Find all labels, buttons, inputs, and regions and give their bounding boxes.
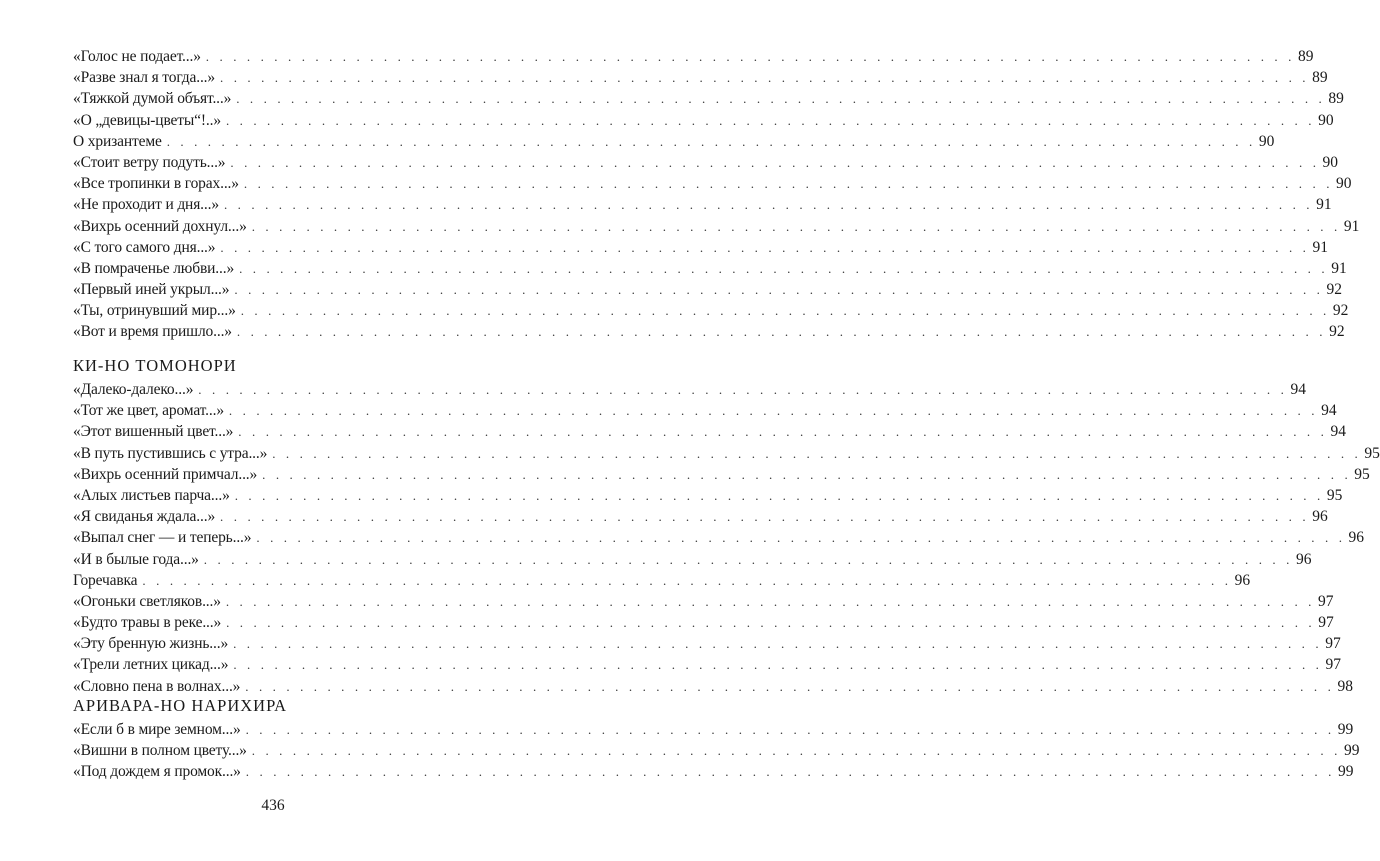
toc-entry bbox=[73, 633, 1341, 654]
dot-leader: . . . . . . . . . . . . . . . . . . . . . . . . . . . . . . . . . . . . . . . . . . . . . . . . . . . . . . . . . . . . . . . . . . . . . . . . . . . . . . . . bbox=[226, 615, 1316, 631]
toc-entry bbox=[73, 300, 1349, 321]
entry-title: «Вот и время пришло...» bbox=[73, 323, 232, 341]
entry-page-number: 94 bbox=[1290, 381, 1306, 398]
toc-entry bbox=[73, 88, 1344, 109]
toc-entry bbox=[73, 591, 1334, 612]
entry-page-number: 97 bbox=[1325, 635, 1341, 653]
dot-leader: . . . . . . . . . . . . . . . . . . . . . . . . . . . . . . . . . . . . . . . . . . . . . . . . . . . . . . . . . . . . . . . . . . . . . . . . . . . . . . . . bbox=[142, 572, 1232, 588]
toc-section-1 bbox=[73, 46, 1360, 343]
entry-title: «О „девицы-цветы“!..» bbox=[73, 111, 221, 129]
toc-entry bbox=[73, 173, 1352, 194]
entry-page-number: 90 bbox=[1322, 153, 1339, 171]
toc-entry bbox=[73, 464, 1370, 485]
toc-entry bbox=[73, 321, 1345, 342]
entry-title: «Не проходит и дня...» bbox=[73, 196, 219, 214]
entry-title: «Этот вишенный цвет...» bbox=[73, 423, 234, 441]
dot-leader: . . . . . . . . . . . . . . . . . . . . . . . . . . . . . . . . . . . . . . . . . . . . . . . . . . . . . . . . . . . . . . . . . . . . . . . . . . . . . . . . bbox=[220, 509, 1310, 525]
dot-leader: . . . . . . . . . . . . . . . . . . . . . . . . . . . . . . . . . . . . . . . . . . . . . . . . . . . . . . . . . . . . . . . . . . . . . . . . . . . . . . . . bbox=[220, 239, 1310, 255]
dot-leader: . . . . . . . . . . . . . . . . . . . . . . . . . . . . . . . . . . . . . . . . . . . . . . . . . . . . . . . . . . . . . . . . . . . . . . . . . . . . . . . . bbox=[238, 424, 1328, 440]
toc-entry bbox=[73, 237, 1329, 258]
entry-title: «И в былые года...» bbox=[73, 550, 199, 568]
toc-entry bbox=[73, 400, 1337, 421]
dot-leader: . . . . . . . . . . . . . . . . . . . . . . . . . . . . . . . . . . . . . . . . . . . . . . . . . . . . . . . . . . . . . . . . . . . . . . . . . . . . . . . . bbox=[251, 743, 1341, 759]
toc-entry bbox=[73, 421, 1346, 442]
dot-leader: . . . . . . . . . . . . . . . . . . . . . . . . . . . . . . . . . . . . . . . . . . . . . . . . . . . . . . . . . . . . . . . . . . . . . . . . . . . . . . . . bbox=[256, 530, 1346, 546]
entry-title: «В путь пустившись с утра...» bbox=[73, 444, 268, 462]
entry-page-number: 89 bbox=[1297, 48, 1314, 65]
entry-page-number: 99 bbox=[1337, 721, 1354, 738]
entry-title: «Тяжкой думой объят...» bbox=[73, 90, 232, 108]
dot-leader: . . . . . . . . . . . . . . . . . . . . . . . . . . . . . . . . . . . . . . . . . . . . . . . . . . . . . . . . . . . . . . . . . . . . . . . . . . . . . . . . bbox=[198, 382, 1288, 397]
entry-title: «Ты, отринувший мир...» bbox=[73, 302, 236, 320]
entry-title: «Под дождем я промок...» bbox=[73, 763, 241, 781]
entry-page-number: 95 bbox=[1364, 444, 1380, 462]
toc-entry bbox=[73, 654, 1341, 675]
dot-leader: . . . . . . . . . . . . . . . . . . . . . . . . . . . . . . . . . . . . . . . . . . . . . . . . . . . . . . . . . . . . . . . . . . . . . . . . . . . . . . . . bbox=[272, 445, 1362, 461]
toc-entry bbox=[73, 719, 1354, 740]
entry-title: «Разве знал я тогда...» bbox=[73, 69, 215, 87]
entry-page-number: 97 bbox=[1318, 614, 1334, 632]
entry-page-number: 90 bbox=[1318, 111, 1334, 129]
entry-page-number: 91 bbox=[1316, 196, 1332, 214]
entry-title: «Тот же цвет, аромат...» bbox=[73, 402, 224, 420]
toc-entry bbox=[73, 485, 1343, 506]
dot-leader: . . . . . . . . . . . . . . . . . . . . . . . . . . . . . . . . . . . . . . . . . . . . . . . . . . . . . . . . . . . . . . . . . . . . . . . . . . . . . . . . bbox=[245, 722, 1335, 737]
toc-entry bbox=[73, 506, 1328, 527]
dot-leader: . . . . . . . . . . . . . . . . . . . . . . . . . . . . . . . . . . . . . . . . . . . . . . . . . . . . . . . . . . . . . . . . . . . . . . . . . . . . . . . . bbox=[228, 403, 1319, 419]
entry-title: «Вихрь осенний дохнул...» bbox=[73, 217, 247, 235]
entry-title: «Первый иней укрыл...» bbox=[73, 281, 230, 299]
entry-page-number: 89 bbox=[1312, 69, 1328, 87]
toc-entry bbox=[73, 216, 1360, 237]
dot-leader: . . . . . . . . . . . . . . . . . . . . . . . . . . . . . . . . . . . . . . . . . . . . . . . . . . . . . . . . . . . . . . . . . . . . . . . . . . . . . . . . bbox=[223, 197, 1314, 213]
entry-title: «Голос не подает...» bbox=[73, 48, 201, 65]
toc-entry bbox=[73, 110, 1334, 131]
toc-entry bbox=[73, 279, 1343, 300]
dot-leader: . . . . . . . . . . . . . . . . . . . . . . . . . . . . . . . . . . . . . . . . . . . . . . . . . . . . . . . . . . . . . . . . . . . . . . . . . . . . . . . . bbox=[233, 657, 1323, 673]
entry-title: «Огоньки светляков...» bbox=[73, 592, 221, 610]
entry-page-number: 92 bbox=[1326, 281, 1343, 299]
entry-page-number: 91 bbox=[1312, 238, 1329, 256]
dot-leader: . . . . . . . . . . . . . . . . . . . . . . . . . . . . . . . . . . . . . . . . . . . . . . . . . . . . . . . . . . . . . . . . . . . . . . . . . . . . . . . . bbox=[230, 154, 1320, 170]
entry-page-number: 91 bbox=[1343, 217, 1360, 235]
toc-entry bbox=[73, 570, 1251, 591]
dot-leader: . . . . . . . . . . . . . . . . . . . . . . . . . . . . . . . . . . . . . . . . . . . . . . . . . . . . . . . . . . . . . . . . . . . . . . . . . . . . . . . . bbox=[236, 324, 1327, 340]
entry-page-number: 99 bbox=[1343, 742, 1360, 760]
toc-entry bbox=[73, 67, 1328, 88]
entry-page-number: 96 bbox=[1295, 550, 1312, 568]
entry-title: «Вихрь осенний примчал...» bbox=[73, 465, 258, 483]
entry-title: «Эту бренную жизнь...» bbox=[73, 635, 229, 653]
section-heading-ariwara-no-narihira: АРИВАРА-НО НАРИХИРА bbox=[73, 696, 288, 715]
entry-title: «В помраченье любви...» bbox=[73, 259, 235, 277]
toc-entry bbox=[73, 740, 1360, 761]
toc-entry bbox=[73, 612, 1334, 633]
entry-title: Горечавка bbox=[73, 571, 138, 589]
dot-leader: . . . . . . . . . . . . . . . . . . . . . . . . . . . . . . . . . . . . . . . . . . . . . . . . . . . . . . . . . . . . . . . . . . . . . . . . . . . . . . . . bbox=[225, 112, 1316, 128]
dot-leader: . . . . . . . . . . . . . . . . . . . . . . . . . . . . . . . . . . . . . . . . . . . . . . . . . . . . . . . . . . . . . . . . . . . . . . . . . . . . . . . . bbox=[234, 282, 1324, 298]
toc-entry bbox=[73, 549, 1312, 570]
toc-entry bbox=[73, 194, 1332, 215]
dot-leader: . . . . . . . . . . . . . . . . . . . . . . . . . . . . . . . . . . . . . . . . . . . . . . . . . . . . . . . . . . . . . . . . . . . . . . . . . . . . . . . . bbox=[225, 593, 1316, 609]
entry-page-number: 96 bbox=[1234, 571, 1251, 589]
entry-page-number: 92 bbox=[1332, 302, 1349, 320]
toc-section-3 bbox=[73, 719, 1360, 783]
entry-title: «Если б в мире земном...» bbox=[73, 721, 241, 738]
dot-leader: . . . . . . . . . . . . . . . . . . . . . . . . . . . . . . . . . . . . . . . . . . . . . . . . . . . . . . . . . . . . . . . . . . . . . . . . . . . . . . . . bbox=[205, 49, 1295, 64]
toc-entry bbox=[73, 761, 1354, 782]
entry-title: «Стоит ветру подуть...» bbox=[73, 153, 226, 171]
entry-page-number: 89 bbox=[1328, 90, 1344, 108]
entry-page-number: 99 bbox=[1337, 763, 1354, 781]
entry-page-number: 95 bbox=[1354, 465, 1370, 483]
section-heading-ki-no-tomonori: КИ-НО ТОМОНОРИ bbox=[73, 356, 237, 375]
entry-title: «Все тропинки в горах...» bbox=[73, 175, 239, 193]
dot-leader: . . . . . . . . . . . . . . . . . . . . . . . . . . . . . . . . . . . . . . . . . . . . . . . . . . . . . . . . . . . . . . . . . . . . . . . . . . . . . . . . bbox=[239, 260, 1329, 276]
entry-page-number: 97 bbox=[1325, 656, 1341, 674]
entry-page-number: 98 bbox=[1337, 677, 1353, 695]
dot-leader: . . . . . . . . . . . . . . . . . . . . . . . . . . . . . . . . . . . . . . . . . . . . . . . . . . . . . . . . . . . . . . . . . . . . . . . . . . . . . . . . bbox=[203, 551, 1293, 567]
entry-title: О хризантеме bbox=[73, 132, 162, 150]
dot-leader: . . . . . . . . . . . . . . . . . . . . . . . . . . . . . . . . . . . . . . . . . . . . . . . . . . . . . . . . . . . . . . . . . . . . . . . . . . . . . . . . bbox=[166, 133, 1256, 149]
page-number: 436 bbox=[261, 797, 285, 814]
entry-title: «Далеко-далеко...» bbox=[73, 381, 194, 398]
entry-page-number: 97 bbox=[1318, 592, 1334, 610]
entry-page-number: 96 bbox=[1348, 529, 1365, 547]
entry-page-number: 90 bbox=[1258, 132, 1275, 150]
entry-page-number: 96 bbox=[1312, 508, 1328, 526]
toc-entry bbox=[73, 379, 1306, 400]
entry-page-number: 94 bbox=[1321, 402, 1337, 420]
entry-title: «Трели летних цикад...» bbox=[73, 656, 229, 674]
entry-page-number: 91 bbox=[1331, 259, 1347, 277]
toc-entry bbox=[73, 46, 1314, 67]
entry-title: «Будто травы в реке...» bbox=[73, 614, 222, 632]
entry-title: «Я свиданья ждала...» bbox=[73, 508, 216, 526]
dot-leader: . . . . . . . . . . . . . . . . . . . . . . . . . . . . . . . . . . . . . . . . . . . . . . . . . . . . . . . . . . . . . . . . . . . . . . . . . . . . . . . . bbox=[234, 487, 1324, 503]
entry-page-number: 92 bbox=[1329, 323, 1345, 341]
toc-entry bbox=[73, 131, 1275, 152]
entry-page-number: 95 bbox=[1326, 486, 1343, 504]
toc-entry bbox=[73, 527, 1365, 548]
toc-entry bbox=[73, 152, 1339, 173]
dot-leader: . . . . . . . . . . . . . . . . . . . . . . . . . . . . . . . . . . . . . . . . . . . . . . . . . . . . . . . . . . . . . . . . . . . . . . . . . . . . . . . . bbox=[233, 636, 1323, 652]
dot-leader: . . . . . . . . . . . . . . . . . . . . . . . . . . . . . . . . . . . . . . . . . . . . . . . . . . . . . . . . . . . . . . . . . . . . . . . . . . . . . . . . bbox=[220, 70, 1310, 86]
dot-leader: . . . . . . . . . . . . . . . . . . . . . . . . . . . . . . . . . . . . . . . . . . . . . . . . . . . . . . . . . . . . . . . . . . . . . . . . . . . . . . . . bbox=[262, 466, 1352, 482]
entry-page-number: 94 bbox=[1330, 423, 1346, 441]
entry-title: «С того самого дня...» bbox=[73, 238, 216, 256]
toc-entry bbox=[73, 676, 1353, 697]
dot-leader: . . . . . . . . . . . . . . . . . . . . . . . . . . . . . . . . . . . . . . . . . . . . . . . . . . . . . . . . . . . . . . . . . . . . . . . . . . . . . . . . bbox=[236, 91, 1326, 107]
dot-leader: . . . . . . . . . . . . . . . . . . . . . . . . . . . . . . . . . . . . . . . . . . . . . . . . . . . . . . . . . . . . . . . . . . . . . . . . . . . . . . . . bbox=[245, 764, 1335, 780]
toc-entry bbox=[73, 443, 1380, 464]
entry-title: «Вишни в полном цвету...» bbox=[73, 742, 247, 760]
entry-page-number: 90 bbox=[1336, 175, 1352, 193]
entry-title: «Алых листьев парча...» bbox=[73, 486, 230, 504]
dot-leader: . . . . . . . . . . . . . . . . . . . . . . . . . . . . . . . . . . . . . . . . . . . . . . . . . . . . . . . . . . . . . . . . . . . . . . . . . . . . . . . . bbox=[243, 176, 1334, 192]
dot-leader: . . . . . . . . . . . . . . . . . . . . . . . . . . . . . . . . . . . . . . . . . . . . . . . . . . . . . . . . . . . . . . . . . . . . . . . . . . . . . . . . bbox=[245, 678, 1335, 694]
entry-title: «Выпал снег — и теперь...» bbox=[73, 529, 252, 547]
dot-leader: . . . . . . . . . . . . . . . . . . . . . . . . . . . . . . . . . . . . . . . . . . . . . . . . . . . . . . . . . . . . . . . . . . . . . . . . . . . . . . . . bbox=[240, 303, 1330, 319]
dot-leader: . . . . . . . . . . . . . . . . . . . . . . . . . . . . . . . . . . . . . . . . . . . . . . . . . . . . . . . . . . . . . . . . . . . . . . . . . . . . . . . . bbox=[251, 218, 1341, 234]
entry-title: «Словно пена в волнах...» bbox=[73, 677, 241, 695]
toc-section-2 bbox=[73, 379, 1380, 697]
toc-entry bbox=[73, 258, 1347, 279]
